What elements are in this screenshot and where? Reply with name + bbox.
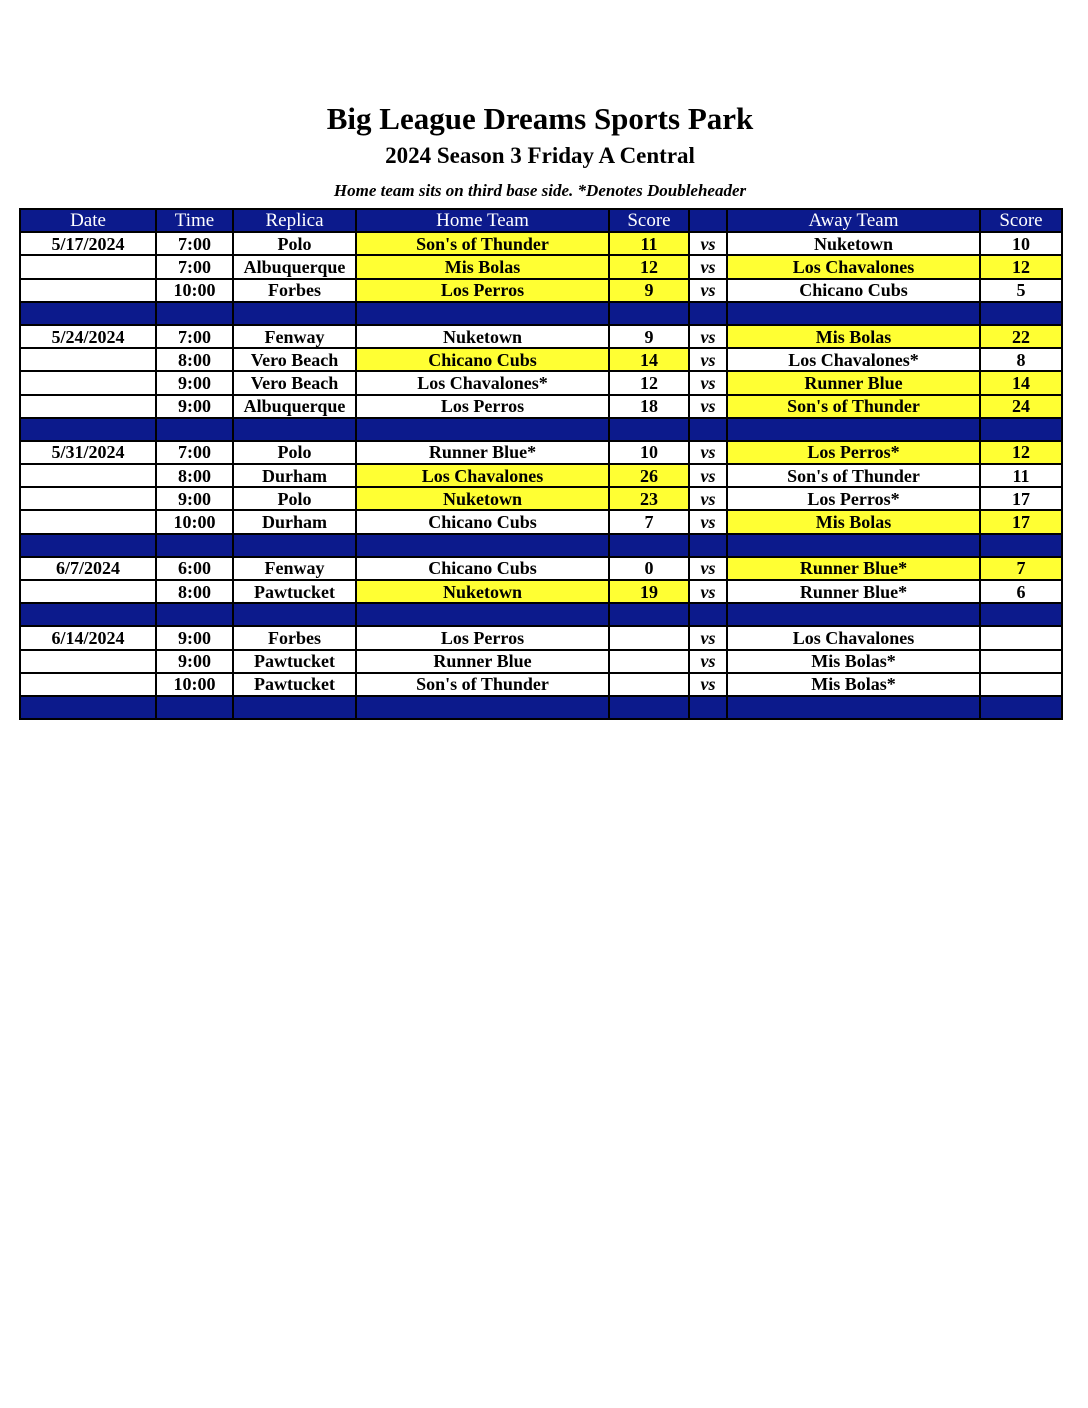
time-cell: 9:00 [156,395,233,418]
separator-cell [356,302,609,325]
home-score-cell: 19 [609,580,689,603]
separator-cell [980,534,1062,557]
away-score-cell: 11 [980,464,1062,487]
home-team-cell: Los Chavalones [356,464,609,487]
home-score-cell: 18 [609,395,689,418]
separator-cell [20,696,156,719]
time-cell: 7:00 [156,255,233,278]
away-team-cell: Son's of Thunder [727,464,980,487]
time-cell: 8:00 [156,348,233,371]
separator-cell [356,603,609,626]
separator-cell [980,696,1062,719]
date-cell: 5/24/2024 [20,325,156,348]
vs-cell: vs [689,650,727,673]
date-cell: 6/14/2024 [20,626,156,649]
time-cell: 9:00 [156,650,233,673]
game-row [20,580,1062,603]
separator-cell [356,534,609,557]
away-score-cell [980,650,1062,673]
game-row [20,673,1062,696]
date-cell: 5/31/2024 [20,441,156,464]
week-separator-row [20,302,1062,325]
away-score-cell [980,673,1062,696]
separator-cell [980,603,1062,626]
separator-cell [20,302,156,325]
separator-cell [233,603,356,626]
away-team-cell: Los Perros* [727,441,980,464]
home-team-cell: Chicano Cubs [356,348,609,371]
game-row [20,279,1062,302]
away-team-cell: Nuketown [727,232,980,255]
separator-cell [156,534,233,557]
week-separator-row [20,603,1062,626]
time-cell: 10:00 [156,510,233,533]
away-score-cell: 10 [980,232,1062,255]
date-cell [20,255,156,278]
separator-cell [20,418,156,441]
away-team-cell: Los Chavalones* [727,348,980,371]
separator-cell [609,302,689,325]
away-team-cell: Los Chavalones [727,255,980,278]
separator-cell [233,418,356,441]
home-team-cell: Los Perros [356,279,609,302]
vs-cell: vs [689,441,727,464]
home-team-cell: Son's of Thunder [356,673,609,696]
home-team-cell: Son's of Thunder [356,232,609,255]
away-score-cell: 12 [980,255,1062,278]
week-separator-row [20,418,1062,441]
time-cell: 10:00 [156,279,233,302]
away-score-cell: 6 [980,580,1062,603]
separator-cell [609,418,689,441]
game-row [20,348,1062,371]
replica-cell: Albuquerque [233,255,356,278]
date-cell [20,487,156,510]
game-row [20,626,1062,649]
vs-cell: vs [689,673,727,696]
away-score-cell: 5 [980,279,1062,302]
separator-cell [727,534,980,557]
header-date: Date [20,209,156,232]
replica-cell: Forbes [233,626,356,649]
date-cell: 6/7/2024 [20,557,156,580]
time-cell: 8:00 [156,464,233,487]
home-score-cell: 10 [609,441,689,464]
separator-cell [356,696,609,719]
home-score-cell: 14 [609,348,689,371]
time-cell: 7:00 [156,232,233,255]
home-score-cell [609,650,689,673]
away-team-cell: Mis Bolas* [727,673,980,696]
date-cell [20,580,156,603]
separator-cell [20,603,156,626]
date-cell [20,348,156,371]
separator-cell [689,302,727,325]
away-score-cell: 24 [980,395,1062,418]
week-separator-row [20,696,1062,719]
replica-cell: Pawtucket [233,650,356,673]
header-home-team: Home Team [356,209,609,232]
time-cell: 9:00 [156,487,233,510]
vs-cell: vs [689,279,727,302]
separator-cell [689,534,727,557]
away-score-cell: 22 [980,325,1062,348]
away-score-cell: 17 [980,510,1062,533]
replica-cell: Durham [233,510,356,533]
separator-cell [233,696,356,719]
game-row [20,557,1062,580]
home-score-cell: 26 [609,464,689,487]
vs-cell: vs [689,371,727,394]
vs-cell: vs [689,626,727,649]
replica-cell: Polo [233,487,356,510]
vs-cell: vs [689,580,727,603]
separator-cell [727,696,980,719]
replica-cell: Forbes [233,279,356,302]
replica-cell: Polo [233,232,356,255]
time-cell: 6:00 [156,557,233,580]
separator-cell [233,302,356,325]
home-team-cell: Nuketown [356,487,609,510]
away-score-cell [980,626,1062,649]
game-row [20,464,1062,487]
header-away-score: Score [980,209,1062,232]
replica-cell: Durham [233,464,356,487]
separator-cell [156,302,233,325]
game-row [20,441,1062,464]
time-cell: 10:00 [156,673,233,696]
separator-cell [689,418,727,441]
date-cell [20,673,156,696]
vs-cell: vs [689,232,727,255]
away-score-cell: 14 [980,371,1062,394]
game-row [20,371,1062,394]
home-team-cell: Los Perros [356,626,609,649]
time-cell: 7:00 [156,441,233,464]
date-cell [20,279,156,302]
week-separator-row [20,534,1062,557]
replica-cell: Vero Beach [233,371,356,394]
away-team-cell: Los Chavalones [727,626,980,649]
separator-cell [980,418,1062,441]
vs-cell: vs [689,487,727,510]
date-cell [20,395,156,418]
home-score-cell [609,673,689,696]
vs-cell: vs [689,325,727,348]
replica-cell: Pawtucket [233,580,356,603]
date-cell: 5/17/2024 [20,232,156,255]
home-score-cell: 23 [609,487,689,510]
separator-cell [233,534,356,557]
separator-cell [156,696,233,719]
game-row [20,510,1062,533]
separator-cell [727,603,980,626]
time-cell: 9:00 [156,371,233,394]
away-team-cell: Mis Bolas [727,510,980,533]
away-score-cell: 8 [980,348,1062,371]
home-score-cell: 0 [609,557,689,580]
game-row [20,395,1062,418]
header-away-team: Away Team [727,209,980,232]
date-cell [20,464,156,487]
date-cell [20,371,156,394]
replica-cell: Fenway [233,325,356,348]
time-cell: 7:00 [156,325,233,348]
away-team-cell: Runner Blue* [727,580,980,603]
schedule-body [20,232,1062,719]
home-team-cell: Runner Blue* [356,441,609,464]
away-team-cell: Los Perros* [727,487,980,510]
schedule-table [19,208,1063,720]
home-team-cell: Runner Blue [356,650,609,673]
separator-cell [727,302,980,325]
doubleheader-note: Home team sits on third base side. *Denotes Doubleheader [333,181,747,200]
vs-cell: vs [689,348,727,371]
home-score-cell: 11 [609,232,689,255]
away-team-cell: Chicano Cubs [727,279,980,302]
home-team-cell: Chicano Cubs [356,557,609,580]
page-title: Big League Dreams Sports Park [326,101,754,136]
date-cell [20,510,156,533]
separator-cell [609,603,689,626]
game-row [20,232,1062,255]
home-team-cell: Nuketown [356,325,609,348]
away-score-cell: 7 [980,557,1062,580]
separator-cell [609,534,689,557]
away-team-cell: Mis Bolas* [727,650,980,673]
time-cell: 8:00 [156,580,233,603]
separator-cell [980,302,1062,325]
vs-cell: vs [689,255,727,278]
header-home-score: Score [609,209,689,232]
away-score-cell: 17 [980,487,1062,510]
home-score-cell [609,626,689,649]
header-vs [689,209,727,232]
game-row [20,487,1062,510]
home-team-cell: Nuketown [356,580,609,603]
home-team-cell: Mis Bolas [356,255,609,278]
home-score-cell: 9 [609,325,689,348]
separator-cell [156,418,233,441]
replica-cell: Albuquerque [233,395,356,418]
separator-cell [689,696,727,719]
replica-cell: Pawtucket [233,673,356,696]
home-score-cell: 12 [609,255,689,278]
separator-cell [20,534,156,557]
separator-cell [689,603,727,626]
time-cell: 9:00 [156,626,233,649]
separator-cell [609,696,689,719]
vs-cell: vs [689,557,727,580]
separator-cell [727,418,980,441]
replica-cell: Fenway [233,557,356,580]
separator-cell [156,603,233,626]
vs-cell: vs [689,395,727,418]
home-score-cell: 7 [609,510,689,533]
away-team-cell: Mis Bolas [727,325,980,348]
away-team-cell: Runner Blue [727,371,980,394]
away-score-cell: 12 [980,441,1062,464]
header-time: Time [156,209,233,232]
home-team-cell: Los Perros [356,395,609,418]
header-row [20,209,1062,232]
page-subtitle: 2024 Season 3 Friday A Central [385,143,695,168]
home-score-cell: 9 [609,279,689,302]
home-team-cell: Chicano Cubs [356,510,609,533]
replica-cell: Vero Beach [233,348,356,371]
game-row [20,325,1062,348]
vs-cell: vs [689,464,727,487]
home-team-cell: Los Chavalones* [356,371,609,394]
game-row [20,650,1062,673]
replica-cell: Polo [233,441,356,464]
separator-cell [356,418,609,441]
header-replica: Replica [233,209,356,232]
vs-cell: vs [689,510,727,533]
date-cell [20,650,156,673]
away-team-cell: Son's of Thunder [727,395,980,418]
away-team-cell: Runner Blue* [727,557,980,580]
game-row [20,255,1062,278]
home-score-cell: 12 [609,371,689,394]
